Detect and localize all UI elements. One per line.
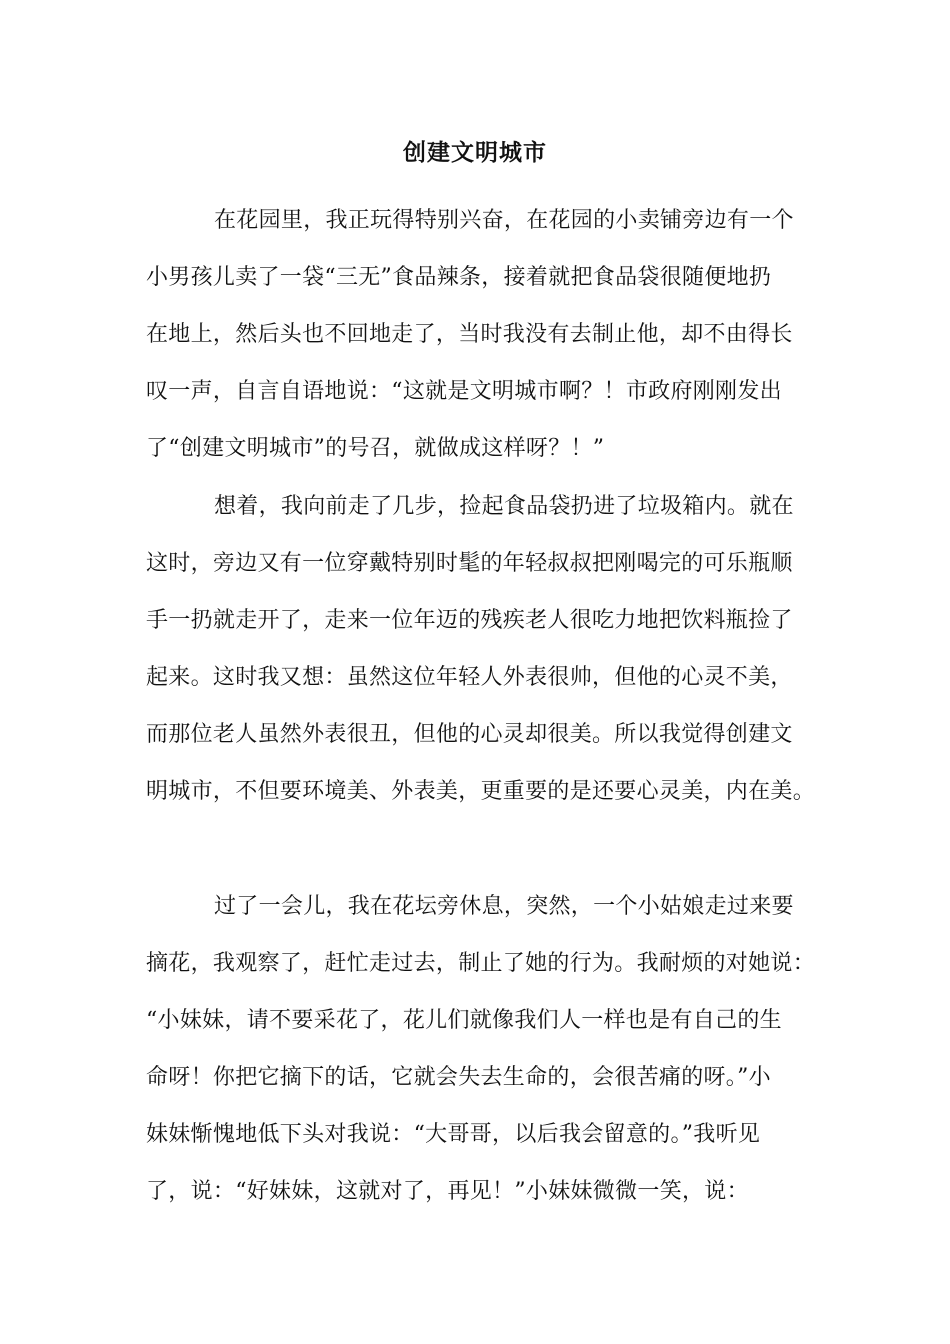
paragraph-3-line-2: 摘花，我观察了，赶忙走过去，制止了她的行为。我耐烦的对她说： [146, 951, 816, 976]
paragraph-3-line-1: 过了一会儿，我在花坛旁休息，突然，一个小姑娘走过来要 [214, 894, 794, 919]
paragraph-2-line-2: 这时，旁边又有一位穿戴特别时髦的年轻叔叔把刚喝完的可乐瓶顺 [146, 551, 793, 576]
paragraph-2-line-5: 而那位老人虽然外表很丑，但他的心灵却很美。所以我觉得创建文 [146, 722, 793, 747]
paragraph-2-line-1: 想着，我向前走了几步，捡起食品袋扔进了垃圾箱内。就在 [214, 494, 794, 519]
paragraph-1-line-2: 小男孩儿卖了一袋“三无”食品辣条，接着就把食品袋很随便地扔 [146, 265, 772, 290]
paragraph-1-line-3: 在地上，然后头也不回地走了，当时我没有去制止他，却不由得长 [146, 322, 793, 347]
paragraph-1-line-4: 叹一声，自言自语地说：“这就是文明城市啊？！市政府刚刚发出 [146, 379, 782, 404]
paragraph-1-line-5: 了“创建文明城市”的号召，就做成这样呀？！” [146, 436, 605, 461]
paragraph-2-line-3: 手一扔就走开了，走来一位年迈的残疾老人很吃力地把饮料瓶捡了 [146, 608, 793, 633]
paragraph-3-line-3: “小妹妹，请不要采花了，花儿们就像我们人一样也是有自己的生 [146, 1008, 782, 1033]
paragraph-3-line-5: 妹妹惭愧地低下头对我说：“大哥哥，以后我会留意的。”我听见 [146, 1122, 761, 1147]
paragraph-1-line-1: 在花园里，我正玩得特别兴奋，在花园的小卖铺旁边有一个 [214, 208, 794, 233]
paragraph-3-line-4: 命呀！你把它摘下的话，它就会失去生命的，会很苦痛的呀。”小 [146, 1065, 771, 1090]
paragraph-2-line-4: 起来。这时我又想：虽然这位年轻人外表很帅，但他的心灵不美， [146, 665, 793, 690]
page-title: 创建文明城市 [403, 139, 547, 166]
paragraph-3-line-6: 了，说：“好妹妹，这就对了，再见！”小妹妹微微一笑，说： [146, 1179, 749, 1204]
paragraph-2-line-6: 明城市，不但要环境美、外表美，更重要的是还要心灵美，内在美。 [146, 779, 816, 804]
